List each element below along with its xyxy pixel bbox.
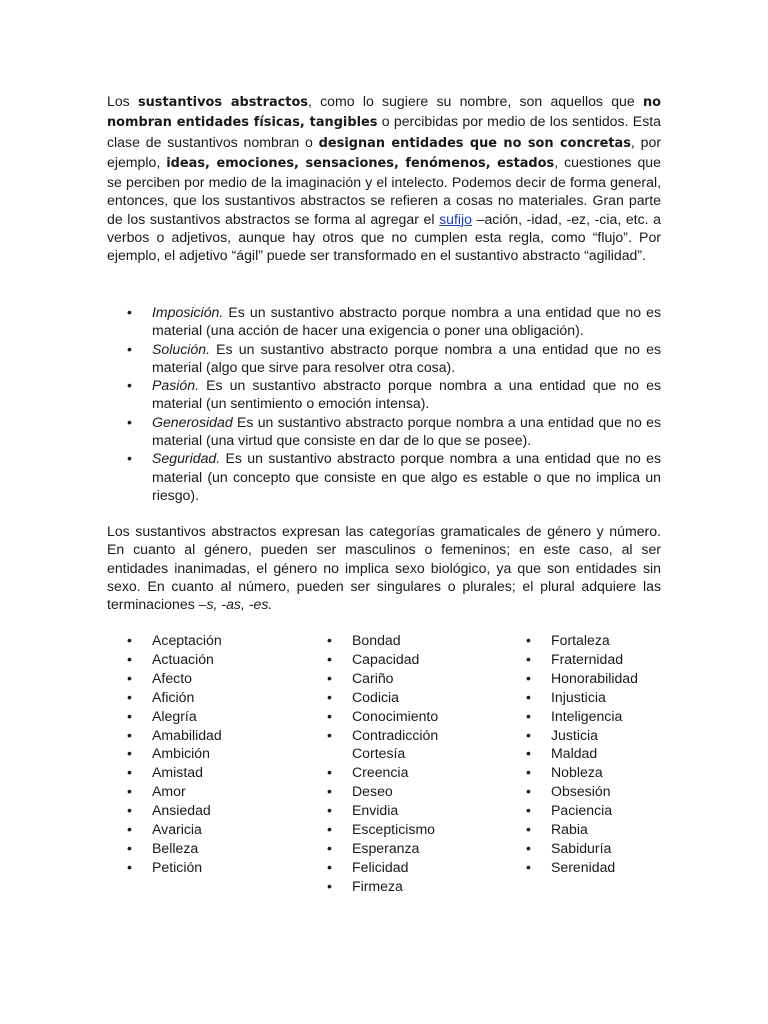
word-item: Justicia [551,726,598,743]
list-item [526,820,638,839]
bullet-icon: • [127,745,132,762]
list-item [127,820,222,839]
word-item: Envidia [352,802,399,819]
list-item [526,858,638,877]
bullet-icon: • [526,858,531,875]
bullet-icon: • [526,707,531,724]
bullet-icon: • [526,802,531,819]
word-item: Inteligencia [551,707,623,724]
word-item: Amistad [152,764,203,781]
list-item [127,839,222,858]
list-item [152,376,661,413]
list-item [327,707,439,726]
word-item: Fortaleza [551,632,610,648]
word-item: Bondad [352,632,401,648]
list-item [526,650,638,669]
bullet-icon: • [127,821,132,838]
bullet-icon: • [127,726,132,743]
word-item: Honorabilidad [551,669,638,686]
bullet-icon: • [127,669,132,686]
list-item [526,763,638,782]
word-item: Conocimiento [352,707,439,724]
bullet-icon: • [327,632,332,648]
list-item [526,688,638,707]
plural-endings: –s, -as, -es. [198,596,273,613]
word-item: Felicidad [352,858,409,875]
word-item: Firmeza [352,877,403,894]
word-item: Avaricia [152,821,202,838]
bullet-icon: • [127,707,132,724]
example-term: Seguridad. [152,450,221,467]
list-item [526,726,638,745]
bullet-icon: • [526,764,531,781]
list-item [526,707,638,726]
gender-text: Los sustantivos abstractos expresan las categorías gramaticales de género y número. En cuanto al género, pueden ser masculinos o femeninos; en este caso, al ser entidades inanimadas, el género no implica sexo biológico, ya que son entidades sin sexo. En cuanto al número, pueden ser singulares o plurales; el plural adquiere las terminaciones [107,523,661,613]
bullet-icon: • [526,783,531,800]
list-item [526,839,638,858]
word-item: Contradicción Cortesía [352,726,439,762]
bullet-icon: • [526,745,531,762]
bullet-icon: • [127,802,132,819]
word-item: Cariño [352,669,394,686]
word-item: Capacidad [352,650,420,667]
list-item [327,782,438,801]
bullet-icon: • [327,650,332,667]
bullet-icon: • [327,802,332,819]
list-item [327,839,438,858]
word-item: Aceptación [152,632,222,648]
intro-text-1: Los [107,93,138,109]
bullet-icon: • [327,783,332,800]
intro-bold-3: designan entidades que no son concretas [318,135,631,151]
word-item: Actuación [152,650,214,667]
word-list-column-3 [526,631,638,877]
example-text: Es un sustantivo abstracto porque nombra a una entidad que no es material (un concepto que consiste en que algo es estable o que no implica un riesgo). [152,450,661,503]
list-item [327,669,438,688]
bullet-icon: • [127,688,132,705]
list-item [127,782,222,801]
list-item [127,707,222,726]
word-item: Alegría [152,707,197,724]
list-item [127,631,222,650]
word-item: Ambición [152,745,210,762]
bullet-icon: • [526,669,531,686]
bullet-icon: • [526,839,531,856]
bullet-icon: • [327,669,332,686]
word-item: Paciencia [551,802,613,819]
bullet-icon: • [327,764,332,781]
word-item: Fraternidad [551,650,624,667]
word-item: Deseo [352,783,393,800]
list-item [127,801,222,820]
list-item [152,340,661,377]
example-term: Imposición. [152,304,224,320]
bullet-icon: • [327,877,332,894]
intro-text-5: , cuestiones que se perciben por medio de la imaginación y el intelecto. Podemos decir de forma general, entonces, que los sustantivos abstractos se refieren a cosas no materiales. Gran parte de los sustantivos abstractos se forma al agregar el [107,153,661,227]
intro-text-4: , por ejemplo, [107,133,662,170]
list-item [127,763,222,782]
word-item: Amabilidad [152,726,222,743]
word-item: Injusticia [551,688,606,705]
list-item [327,877,438,896]
example-term: Generosidad [152,413,233,430]
bullet-icon: • [127,764,132,781]
intro-paragraph [107,92,661,265]
word-item: Serenidad [551,858,616,875]
word-item: Nobleza [551,764,603,781]
list-item [327,688,438,707]
word-item: Esperanza [352,839,420,856]
bullet-icon: • [127,839,132,856]
example-term: Pasión. [152,377,200,394]
list-item [152,303,661,340]
word-item: Sabiduría [551,839,612,856]
word-item: Ansiedad [152,802,211,819]
list-item [327,820,438,839]
intro-text-3: o percibidas por medio de los sentidos. Esta clase de sustantivos nombran o [107,113,661,150]
bullet-icon: • [526,688,531,705]
list-item [327,726,439,764]
word-item: Escepticismo [352,821,436,838]
word-list-column-1 [127,631,222,877]
word-item: Codicia [352,688,400,705]
list-item [327,858,438,877]
example-term: Solución. [152,340,210,357]
list-item [127,744,222,763]
list-item [526,631,638,650]
bullet-icon: • [327,688,332,705]
list-item [127,858,222,877]
example-text: Es un sustantivo abstracto porque nombra a una entidad que no es material (una virtud que consiste en dar de lo que se posee). [152,413,661,449]
list-item [127,669,222,688]
example-text: Es un sustantivo abstracto porque nombra a una entidad que no es material (una acción de hacer una exigencia o poner una obligación). [152,304,661,339]
word-item: Belleza [152,839,199,856]
bullet-icon: • [127,632,132,648]
list-item [127,650,222,669]
list-item [127,688,222,707]
list-item [526,669,638,688]
word-item: Afecto [152,669,192,686]
list-item [327,650,438,669]
list-item [327,631,438,650]
list-item [526,801,638,820]
bullet-icon: • [327,839,332,856]
examples-list [152,303,661,504]
intro-bold-2: no nombran entidades físicas, tangibles [107,95,661,131]
list-item [526,782,638,801]
word-item: Amor [152,783,186,800]
intro-text-2: , como lo sugiere su nombre, son aquellos que [307,93,643,109]
list-item [152,449,661,504]
bullet-icon: • [327,858,332,875]
word-item: Rabia [551,821,588,838]
list-item [327,801,438,820]
word-item: Creencia [352,764,409,781]
bullet-icon: • [327,707,332,724]
sufijo-link[interactable]: sufijo [439,210,472,227]
list-item [152,413,661,450]
bullet-icon: • [327,821,332,838]
bullet-icon: • [127,858,132,875]
bullet-icon: • [526,726,531,743]
bullet-icon: • [127,783,132,800]
word-item: Afición [152,688,195,705]
word-item: Petición [152,858,203,875]
list-item [526,744,638,763]
word-list-column-2 [327,631,439,896]
example-text: Es un sustantivo abstracto porque nombra a una entidad que no es material (algo que sirve para resolver otra cosa). [152,340,661,375]
list-item [327,763,438,782]
list-item [127,726,222,745]
gender-number-paragraph [107,522,661,613]
word-item: Obsesión [551,783,611,800]
bullet-icon: • [526,650,531,667]
intro-bold-4: ideas, emociones, sensaciones, fenómenos, estados [166,155,555,171]
intro-bold-1: sustantivos abstractos [137,95,308,110]
intro-text-6: –ación, -idad, -ez, -cia, etc. a verbos o adjetivos, aunque hay otros que no cumplen esta regla, como “flujo”. Por ejemplo, el adjetivo “ágil” puede ser transformado en el sustantivo abstracto “agilidad”. [107,210,662,264]
bullet-icon: • [526,821,531,838]
example-text: Es un sustantivo abstracto porque nombra a una entidad que no es material (un sentimiento o emoción intensa). [152,377,661,412]
word-item: Maldad [551,745,598,762]
bullet-icon: • [327,726,332,743]
bullet-icon: • [526,632,531,648]
bullet-icon: • [127,650,132,667]
